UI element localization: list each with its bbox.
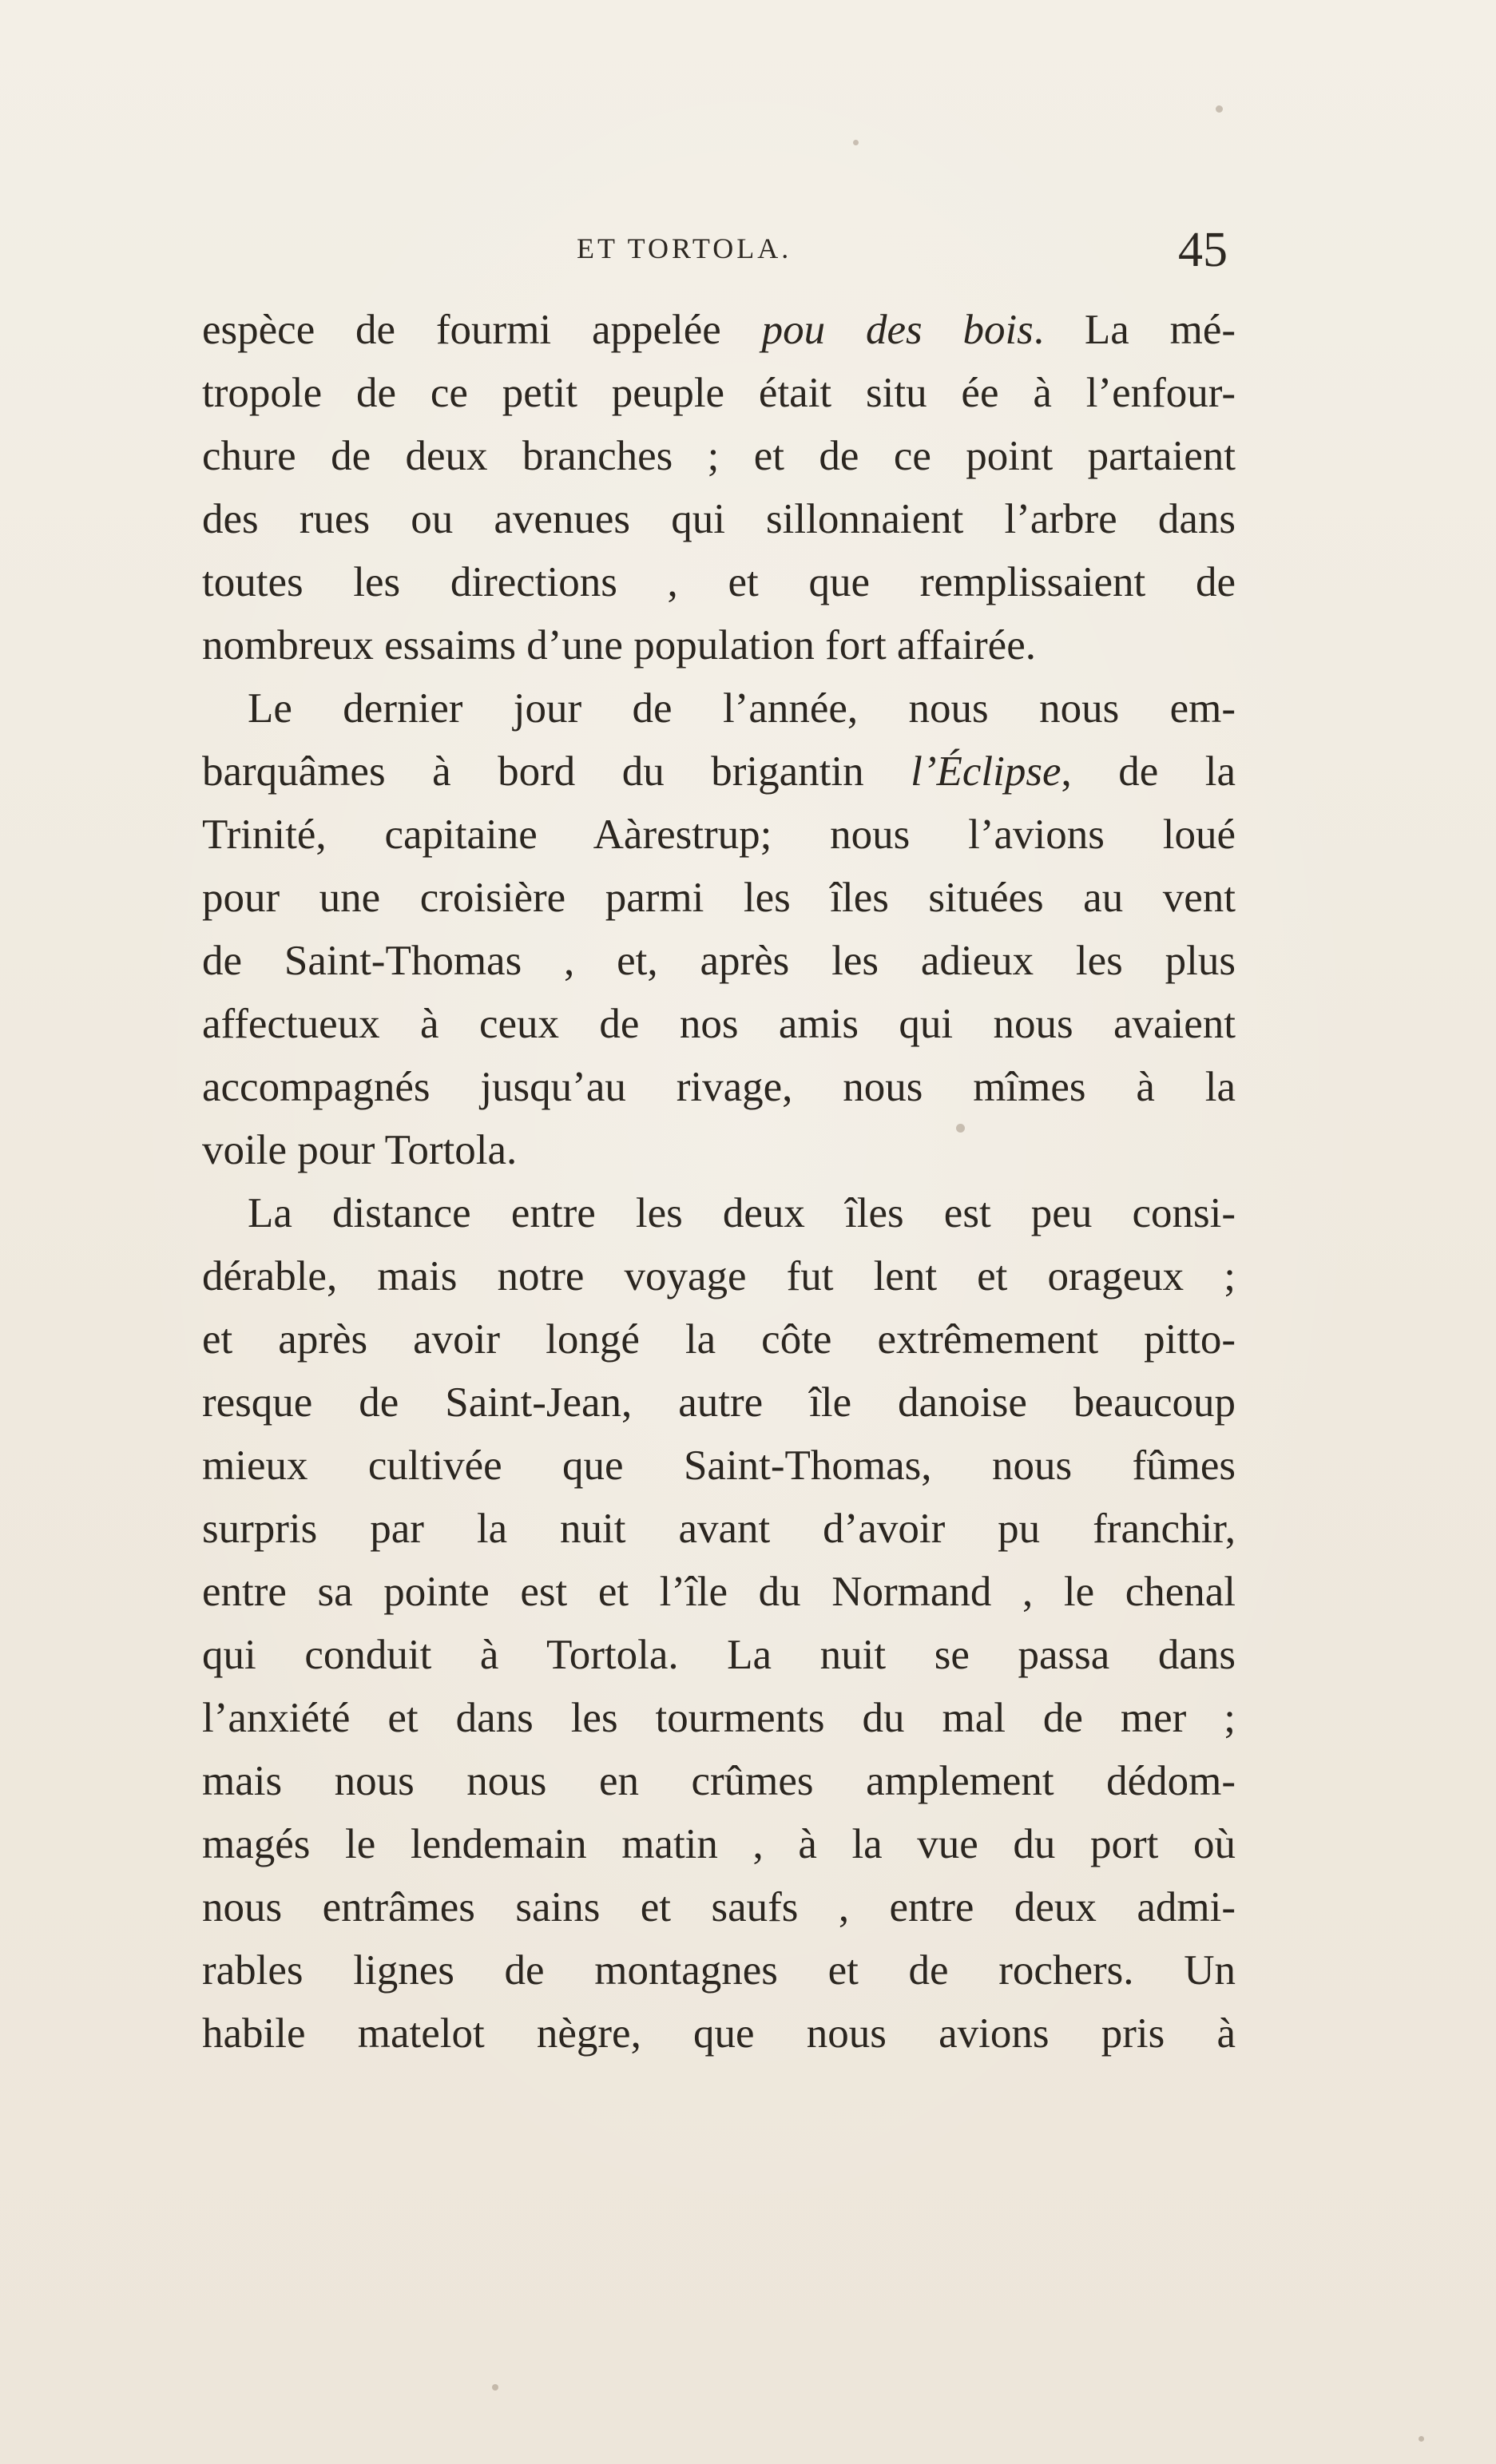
text-segment: nous entrâmes sains et saufs , entre deux admi- — [202, 1884, 1236, 1930]
text-line — [202, 1370, 1236, 1435]
text-line — [202, 928, 1236, 994]
text-segment: resque de Saint-Jean, autre île danoise beaucoup — [202, 1379, 1236, 1426]
text-segment: , de la — [1061, 748, 1236, 795]
text-segment: rables lignes de montagnes et de rochers. Un — [202, 1947, 1236, 1994]
text-segment: Le dernier jour de l’année, nous nous em- — [248, 685, 1236, 732]
text-line — [248, 676, 1236, 741]
text-line — [202, 1117, 1236, 1183]
text-segment: pour une croisière parmi les îles situées au vent — [202, 875, 1236, 921]
text-segment: habile matelot nègre, que nous avions pris à — [202, 2010, 1236, 2057]
text-line — [202, 550, 1236, 615]
text-segment: et après avoir longé la côte extrêmement pitto- — [202, 1316, 1236, 1363]
text-segment: La distance entre les deux îles est peu consi- — [248, 1190, 1236, 1236]
text-line — [202, 1748, 1236, 1814]
text-line — [202, 1622, 1236, 1688]
text-segment: espèce de fourmi appelée — [202, 307, 762, 353]
text-segment: l’anxiété et dans les tourments du mal de mer ; — [202, 1695, 1236, 1741]
text-line — [202, 486, 1236, 552]
italic-text: l’Éclipse — [911, 748, 1061, 795]
italic-text: pou des bois — [761, 307, 1034, 353]
text-line — [202, 865, 1236, 930]
text-line — [202, 297, 1236, 363]
text-segment: nombreux essaims d’une population fort affairée. — [202, 622, 1036, 669]
text-line — [202, 1938, 1236, 2003]
running-head-title: ET TORTOLA. — [577, 232, 792, 264]
text-line — [202, 1685, 1236, 1751]
text-line — [202, 1307, 1236, 1372]
text-segment: voile pour Tortola. — [202, 1127, 518, 1173]
text-segment: mais nous nous en crûmes amplement dédom- — [202, 1758, 1236, 1804]
text-line — [202, 423, 1236, 489]
text-segment: magés le lendemain matin , à la vue du port où — [202, 1821, 1236, 1867]
text-segment: de Saint-Thomas , et, après les adieux les plus — [202, 938, 1236, 984]
text-segment: chure de deux branches ; et de ce point partaient — [202, 433, 1236, 479]
text-segment: dérable, mais notre voyage fut lent et orageux ; — [202, 1253, 1236, 1299]
text-line — [202, 1054, 1236, 1120]
text-segment: . La mé- — [1033, 307, 1236, 353]
text-line — [248, 1180, 1236, 1246]
text-line — [202, 1811, 1236, 1877]
text-segment: Trinité, capitaine Aàrestrup; nous l’avions loué — [202, 811, 1236, 858]
text-line — [202, 739, 1236, 804]
text-line — [202, 2001, 1236, 2066]
text-line — [202, 1559, 1236, 1625]
text-segment: surpris par la nuit avant d’avoir pu franchir, — [202, 1506, 1236, 1552]
text-line — [202, 1244, 1236, 1309]
text-line — [202, 802, 1236, 867]
paper-speck — [492, 2384, 498, 2391]
text-segment: des rues ou avenues qui sillonnaient l’arbre dans — [202, 496, 1236, 542]
text-line — [202, 1875, 1236, 1940]
text-line — [202, 1433, 1236, 1498]
page-number: 45 — [1178, 223, 1228, 277]
paper-speck — [853, 140, 859, 145]
paper-speck — [1419, 2436, 1424, 2442]
text-segment: qui conduit à Tortola. La nuit se passa dans — [202, 1632, 1236, 1678]
text-line — [202, 1496, 1236, 1561]
text-segment: toutes les directions , et que remplissaient de — [202, 559, 1236, 605]
text-segment: tropole de ce petit peuple était situ ée à l’enfour- — [202, 370, 1236, 416]
paper-speck — [1216, 105, 1223, 113]
running-head — [0, 223, 1496, 280]
text-segment: accompagnés jusqu’au rivage, nous mîmes à la — [202, 1064, 1236, 1110]
text-line — [202, 360, 1236, 426]
text-segment: entre sa pointe est et l’île du Normand , le chenal — [202, 1569, 1236, 1615]
text-line — [202, 991, 1236, 1057]
text-segment: affectueux à ceux de nos amis qui nous avaient — [202, 1001, 1236, 1047]
text-segment: barquâmes à bord du brigantin — [202, 748, 911, 795]
text-segment: mieux cultivée que Saint-Thomas, nous fûmes — [202, 1442, 1236, 1489]
text-line — [202, 613, 1236, 678]
